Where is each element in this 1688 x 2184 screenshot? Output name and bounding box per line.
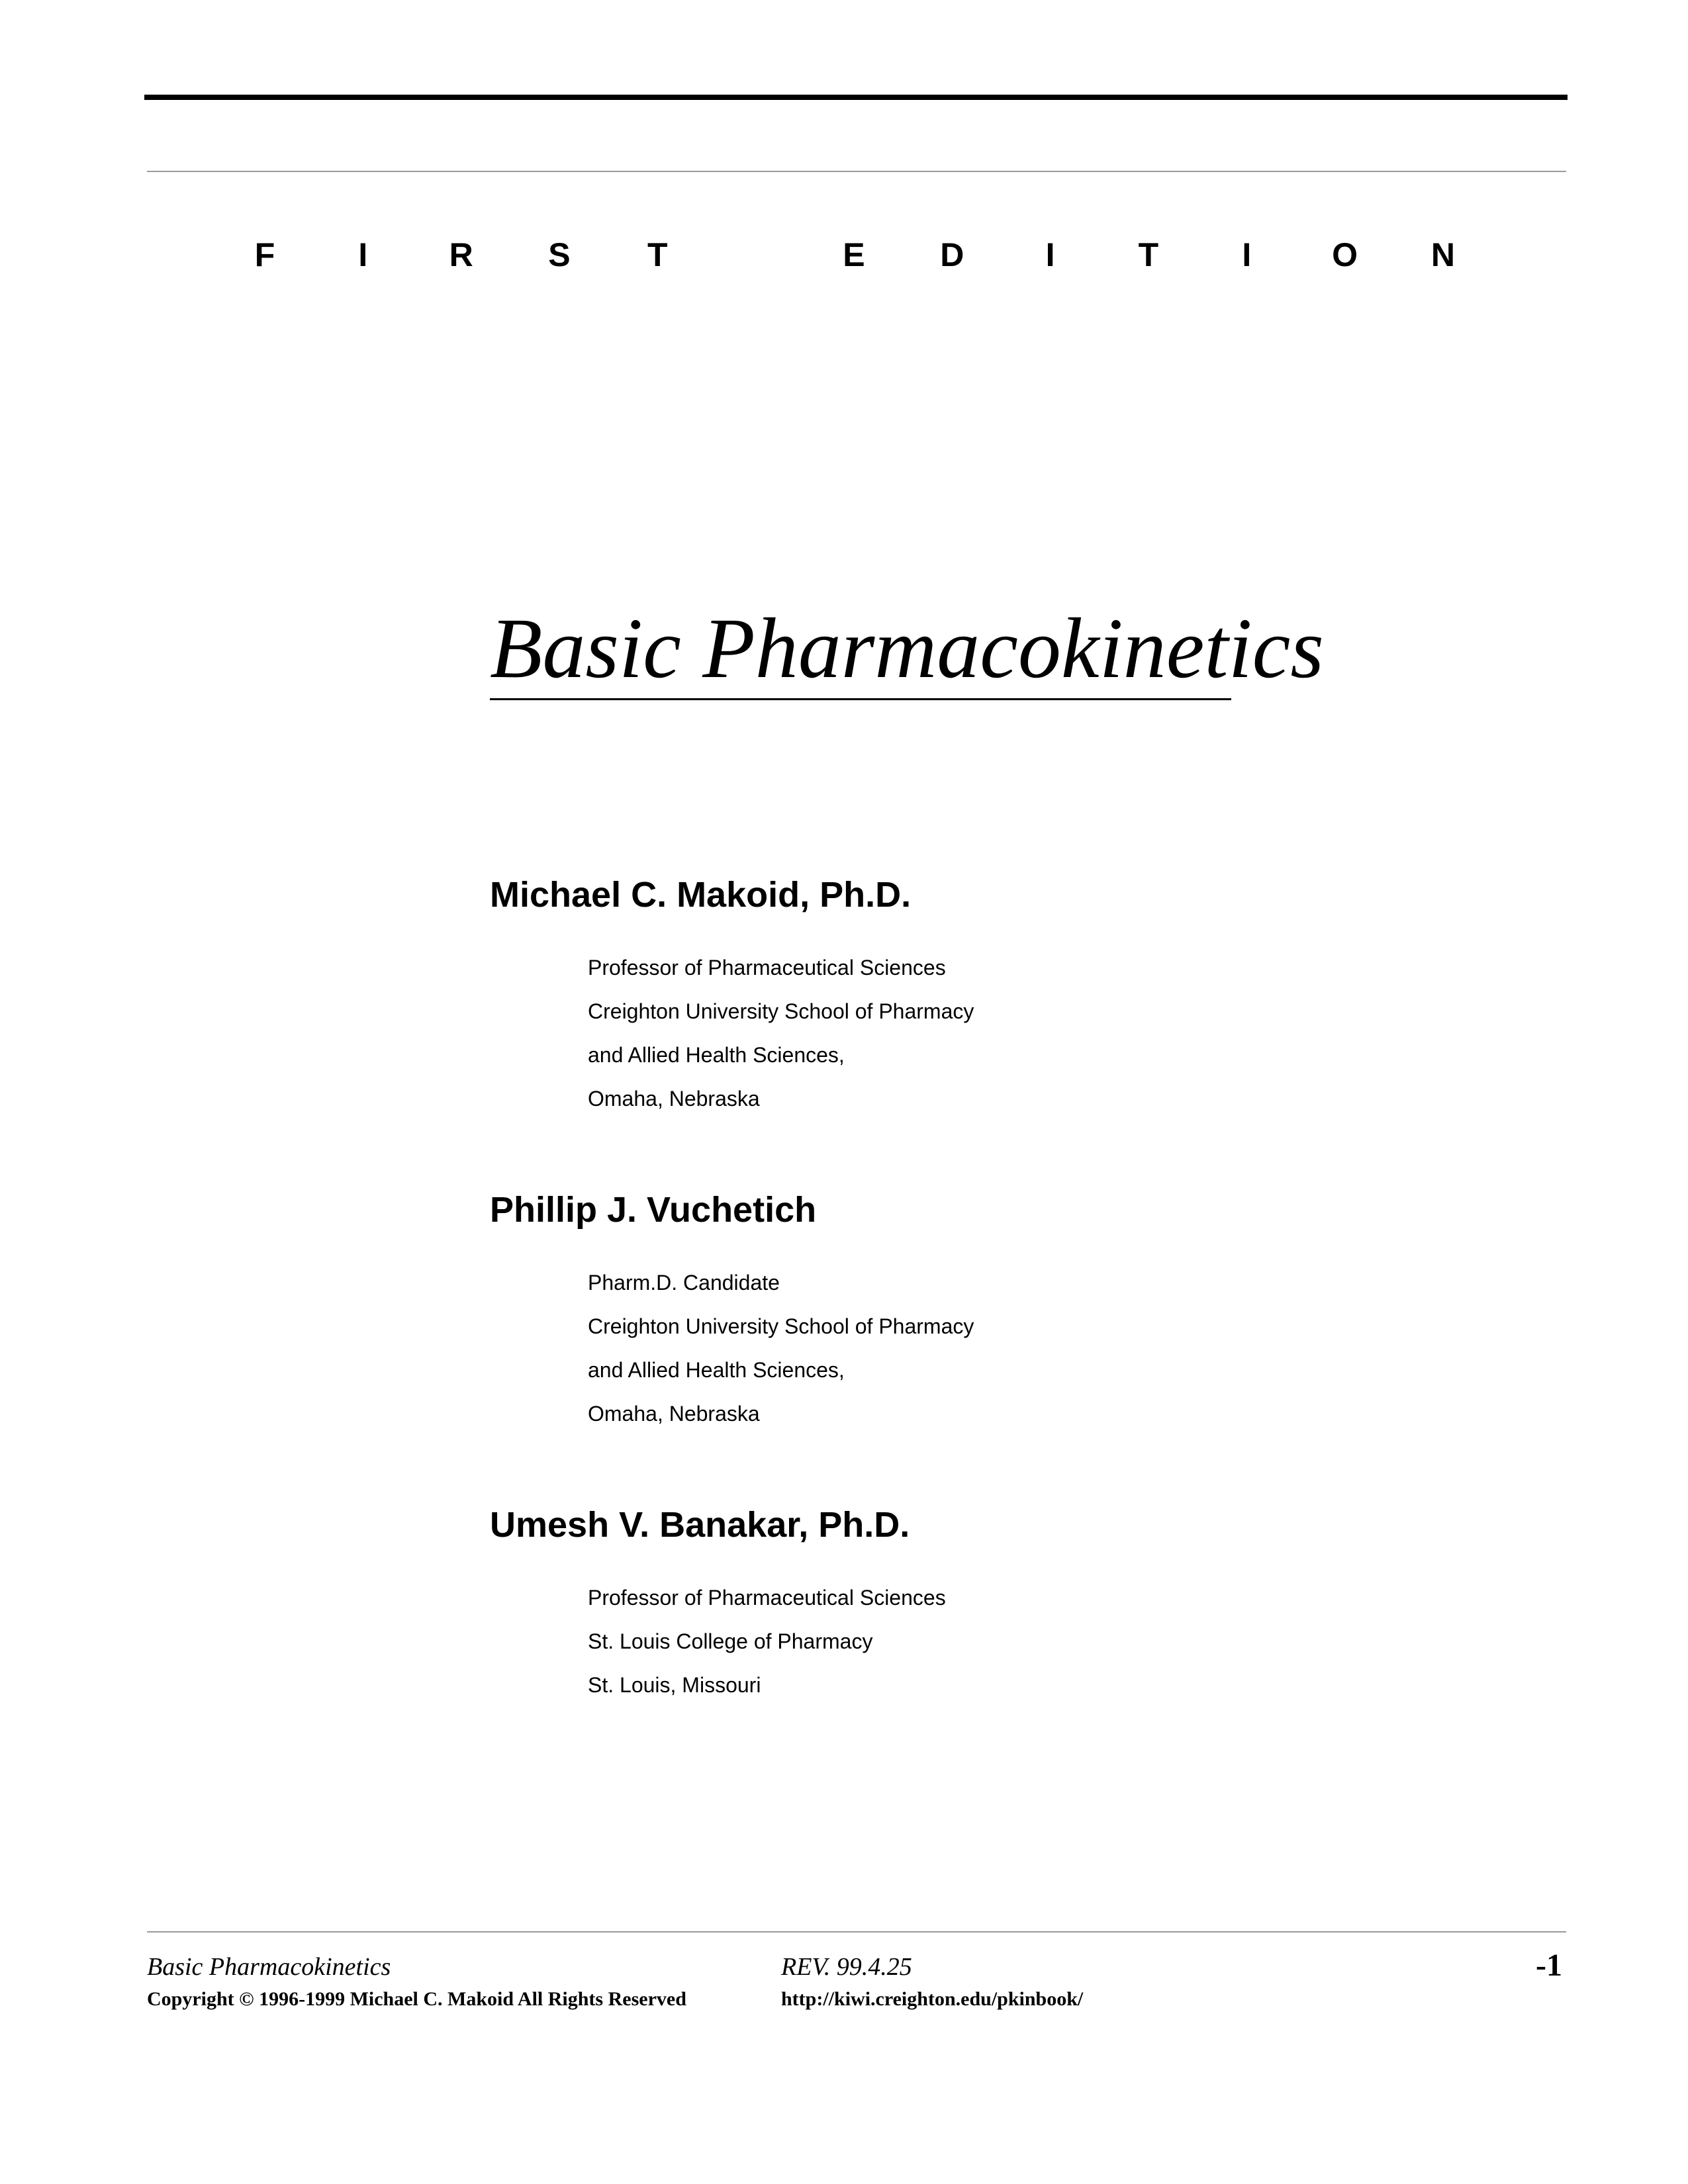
author-name: Phillip J. Vuchetich — [490, 1190, 817, 1230]
edition-letter: T — [1138, 236, 1159, 273]
footer-book-title: Basic Pharmacokinetics — [147, 1953, 391, 1981]
author-affiliation — [588, 1261, 974, 1435]
author-name: Umesh V. Banakar, Ph.D. — [490, 1505, 910, 1545]
affiliation-line: Professor of Pharmaceutical Sciences — [588, 956, 946, 979]
author-affiliation — [588, 946, 974, 1120]
header-rule-thick — [144, 95, 1568, 100]
footer-revision: REV. 99.4.25 — [781, 1953, 912, 1981]
author-affiliation — [588, 1576, 946, 1707]
affiliation-line: Omaha, Nebraska — [588, 1402, 760, 1426]
affiliation-line: and Allied Health Sciences, — [588, 1043, 845, 1067]
affiliation-line: and Allied Health Sciences, — [588, 1358, 845, 1382]
edition-letter: F — [254, 236, 275, 273]
edition-letter: D — [940, 236, 964, 273]
affiliation-line: Professor of Pharmaceutical Sciences — [588, 1586, 946, 1610]
header-rule-thin — [147, 171, 1566, 172]
author-block — [490, 1189, 974, 1435]
page-number: -1 — [1536, 1948, 1562, 1983]
affiliation-line: Omaha, Nebraska — [588, 1087, 760, 1111]
book-title: Basic Pharmacokinetics — [490, 599, 1231, 700]
edition-letter: I — [358, 236, 368, 273]
edition-letter: E — [843, 236, 865, 273]
author-name: Michael C. Makoid, Ph.D. — [490, 875, 912, 915]
affiliation-line: Creighton University School of Pharmacy — [588, 999, 974, 1023]
affiliation-line: St. Louis College of Pharmacy — [588, 1629, 873, 1653]
author-block — [490, 1504, 946, 1707]
affiliation-line: Pharm.D. Candidate — [588, 1271, 780, 1295]
edition-letter: N — [1430, 236, 1455, 273]
author-block — [490, 874, 974, 1120]
edition-heading — [245, 235, 1463, 275]
edition-letter: I — [1242, 236, 1252, 273]
footer-rule — [147, 1931, 1566, 1933]
edition-letter: I — [1045, 236, 1055, 273]
affiliation-line: St. Louis, Missouri — [588, 1673, 761, 1697]
edition-letter: T — [647, 236, 668, 273]
edition-letter: S — [548, 236, 571, 273]
edition-letter: R — [449, 236, 473, 273]
footer-url[interactable]: http://kiwi.creighton.edu/pkinbook/ — [781, 1988, 1084, 2010]
footer-copyright: Copyright © 1996-1999 Michael C. Makoid All Rights Reserved — [147, 1988, 686, 2010]
edition-letter: O — [1332, 236, 1358, 273]
affiliation-line: Creighton University School of Pharmacy — [588, 1314, 974, 1338]
